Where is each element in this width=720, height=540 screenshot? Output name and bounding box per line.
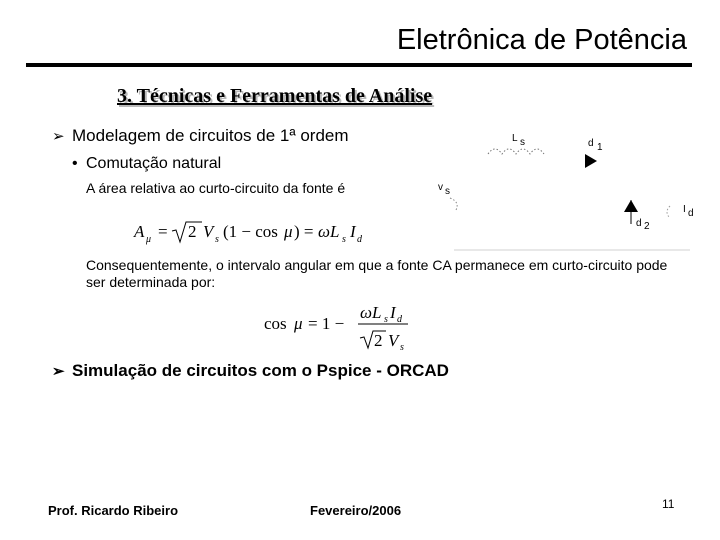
label-ls-sub: s [520, 137, 525, 148]
svg-text:μ: μ [294, 314, 303, 333]
bullet-simulacao-text: Simulação de circuitos com o Pspice - ORCAD [72, 361, 449, 380]
svg-text:s: s [215, 234, 219, 245]
current-source-icon [667, 206, 670, 218]
diode-d1-icon [585, 154, 597, 168]
sub-bullet-text: Comutação natural [86, 155, 222, 172]
label-vs: v [438, 182, 443, 193]
svg-text:d: d [397, 314, 402, 325]
footer-date: Fevereiro/2006 [310, 503, 402, 518]
label-d2: d [636, 218, 642, 229]
label-ls: L [512, 133, 518, 144]
area-equation [132, 214, 392, 250]
slide-title: Eletrônica de Potência [396, 24, 687, 56]
svg-text:2: 2 [188, 222, 197, 241]
svg-text:A: A [134, 222, 145, 241]
label-d1-sub: 1 [597, 142, 603, 153]
svg-text:s: s [342, 234, 346, 245]
dot-bullet-icon: • [72, 155, 78, 172]
svg-text:I: I [390, 303, 396, 322]
arrow-bullet-icon: ➢ [52, 128, 65, 145]
svg-text:s: s [400, 342, 404, 353]
svg-text:2: 2 [374, 331, 383, 350]
svg-text:cos: cos [264, 314, 287, 333]
inductor-ls [488, 149, 544, 154]
svg-text:d: d [357, 234, 362, 245]
label-id-sub: d [688, 208, 694, 219]
svg-text:s: s [384, 314, 388, 325]
bullet-modelagem [52, 126, 349, 146]
svg-text:μ: μ [284, 222, 293, 241]
label-d1: d [588, 138, 594, 149]
svg-text:) =: ) = [294, 222, 314, 241]
paragraph-consequentemente: Consequentemente, o intervalo angular em que a fonte CA permanece em curto-circuito pode ser determinada por: [86, 257, 668, 290]
footer-author: Prof. Ricardo Ribeiro [48, 503, 179, 518]
bullet-modelagem-text: Modelagem de circuitos de 1ª ordem [72, 126, 349, 145]
svg-text:V: V [388, 331, 399, 350]
label-d2-sub: 2 [644, 221, 650, 232]
svg-text:=: = [158, 222, 168, 241]
arrow-bullet-icon: ➢ [52, 363, 65, 380]
section-title: 3. Técnicas e Ferramentas de Análise [117, 85, 433, 107]
svg-text:ωL: ωL [360, 303, 382, 322]
svg-text:V: V [203, 222, 214, 241]
svg-text:= 1 −: = 1 − [308, 314, 345, 333]
svg-text:(1 − cos: (1 − cos [223, 222, 278, 241]
page-number: 11 [662, 497, 675, 511]
cos-equation [262, 298, 412, 358]
label-id: I [683, 204, 686, 215]
svg-text:μ: μ [146, 234, 152, 245]
svg-text:ωL: ωL [318, 222, 340, 241]
paragraph-area: A área relativa ao curto-circuito da fonte é [86, 180, 346, 196]
svg-text:I: I [350, 222, 356, 241]
label-vs-sub: s [445, 186, 450, 197]
source-vs-icon [450, 198, 457, 210]
bullet-simulacao [52, 361, 449, 381]
title-divider [26, 63, 692, 67]
circuit-diagram [420, 128, 700, 258]
sub-bullet-comutacao [72, 155, 221, 173]
